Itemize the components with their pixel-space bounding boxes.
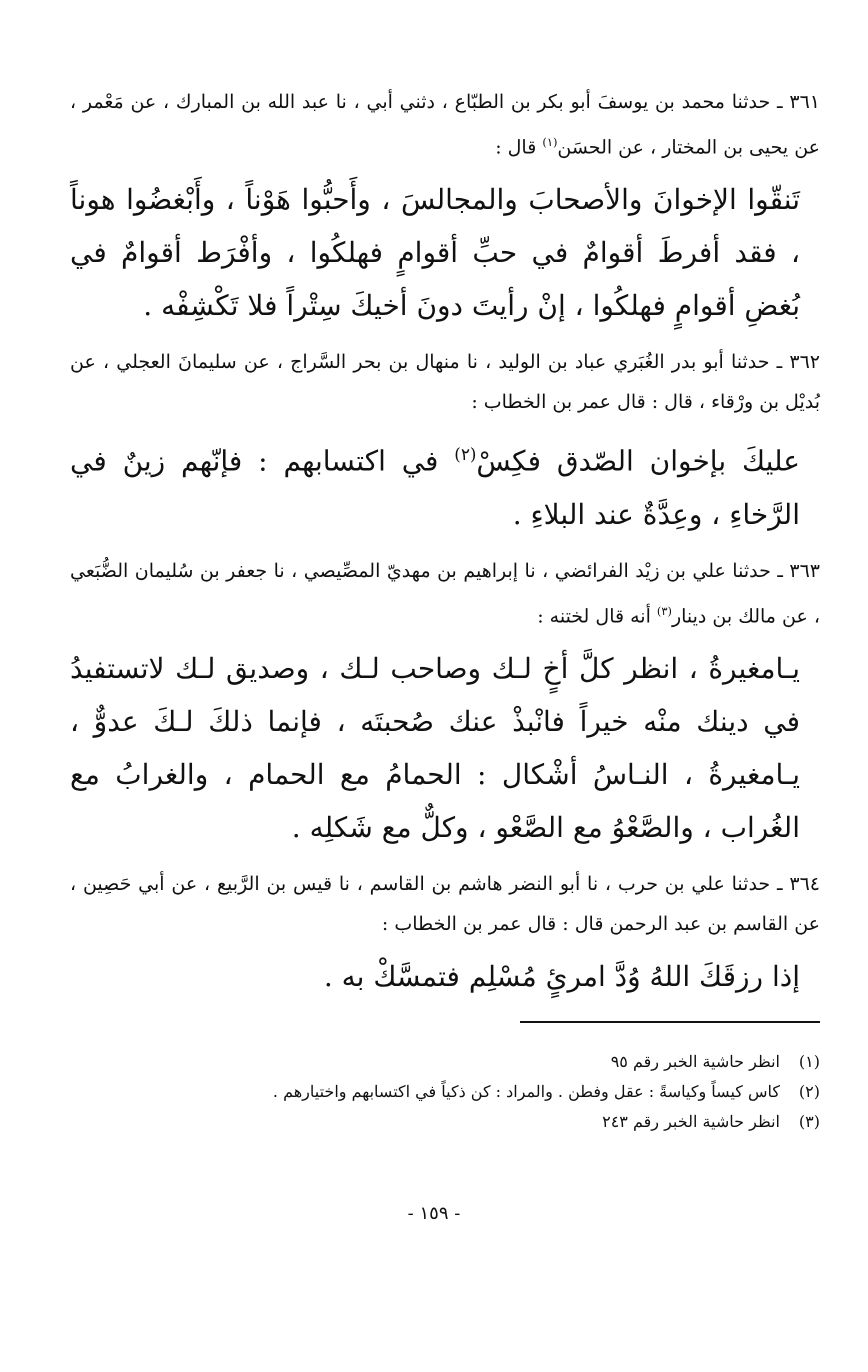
matn-text: إذا رزقَكَ اللهُ وُدَّ امرئٍ مُسْلِم فتمسَّكْ به . bbox=[323, 959, 800, 993]
footnote-item bbox=[70, 1047, 820, 1077]
footnote-text: انظر حاشية الخبر رقم ٩٥ bbox=[610, 1051, 780, 1071]
hadith-entry-364 bbox=[70, 864, 820, 1003]
entry-number: ٣٦٢ bbox=[789, 351, 820, 374]
isnad-text: ٣٦٢ ـ حدثنا أبو بدر الغُبَري عباد بن الوليد ، نا منهال بن بحر السَّراج ، عن سليمانَ العجلي ، عن بُديْل بن ورْقاء ، قال : قال عمر بن الخطاب : bbox=[70, 351, 820, 414]
footnote-text: كاس كيساً وكياسةً : عقل وفطن . والمراد : كن ذكياً في اكتسابهم واختيارهم . bbox=[272, 1081, 780, 1101]
matn-part: في اكتسابهم : فإنّهم زينٌ في الرَّخاءِ ، وعِدَّةٌ عند البلاءِ . bbox=[70, 444, 800, 531]
footnote-marker: (٣) bbox=[656, 603, 672, 618]
entry-number: ٣٦١ bbox=[789, 91, 820, 113]
chain-of-narration: حدثنا محمد بن يوسفَ أبو بكر بن الطبّاع ، دثني أبي ، نا عبد الله بن المبارك ، عن مَعْمر ، عن يحيى بن المختار ، عن الحسَن bbox=[70, 91, 820, 159]
footnote-text: انظر حاشية الخبر رقم ٢٤٣ bbox=[602, 1111, 780, 1131]
footnote-divider bbox=[520, 1021, 820, 1023]
entry-number: ٣٦٣ bbox=[789, 559, 820, 582]
footnote-item bbox=[70, 1077, 820, 1107]
isnad-text: ٣٦٣ ـ حدثنا علي بن زيْد الفرائضي ، نا إبراهيم بن مهديّ المصِّيصي ، نا جعفر بن سُليمان الضُّبَعي ، عن مالك بن دينار$^{(٣)}$ أنه قال لختنه : bbox=[70, 559, 820, 627]
matn-text bbox=[70, 428, 820, 540]
hadith-entry-362 bbox=[70, 342, 820, 540]
chain-end: قال : bbox=[495, 136, 543, 159]
book-page bbox=[70, 82, 820, 1137]
footnote-marker: (٢) bbox=[454, 444, 477, 465]
footnotes bbox=[70, 1047, 820, 1137]
chain-end: أنه قال لختنه : bbox=[537, 604, 657, 627]
chain-of-narration: حدثنا علي بن حرب ، نا أبو النضر هاشم بن القاسم ، نا قيس بن الرَّبيع ، عن أبي حَصِين ، عن القاسم بن عبد الرحمن قال : قال عمر بن الخطاب : bbox=[70, 872, 820, 935]
footnote-number: (٢) bbox=[798, 1081, 820, 1101]
footnote-number: (٣) bbox=[798, 1111, 820, 1131]
isnad-text: ٣٦١ ـ حدثنا محمد بن يوسفَ أبو بكر بن الطبّاع ، دثني أبي ، نا عبد الله بن المبارك ، عن مَعْمر ، عن يحيى بن المختار ، عن الحسَن$^{(١)}$ قال : bbox=[70, 91, 820, 159]
matn-text: تَنقّوا الإخوانَ والأصحابَ والمجالسَ ، وأَحبُّوا هَوْناً ، وأَبْغضُوا هوناً ، فقد أفرطَ أقوامٌ في حبِّ أقوامٍ فهلكُوا ، وأفْرَط أقوامٌ في بُغضِ أقوامٍ فهلكُوا ، إنْ رأيتَ دونَ أخيكَ سِتْراً فلا تَكْشِفْه . bbox=[70, 183, 800, 323]
footnote-number: (١) bbox=[798, 1051, 820, 1071]
isnad-text: ٣٦٤ ـ حدثنا علي بن حرب ، نا أبو النضر هاشم بن القاسم ، نا قيس بن الرَّبيع ، عن أبي حَصِين ، عن القاسم بن عبد الرحمن قال : قال عمر بن الخطاب : bbox=[70, 872, 821, 935]
chain-of-narration: حدثنا علي بن زيْد الفرائضي ، نا إبراهيم بن مهديّ المصِّيصي ، نا جعفر بن سُليمان الضُّبَعي ، عن مالك بن دينار bbox=[70, 559, 820, 627]
entry-number: ٣٦٤ bbox=[789, 872, 821, 895]
hadith-entry-363 bbox=[70, 551, 820, 854]
matn-part: عليكَ بإخوان الصّدق فكِسْ bbox=[476, 444, 800, 478]
hadith-entry-361 bbox=[70, 82, 820, 332]
chain-of-narration: حدثنا أبو بدر الغُبَري عباد بن الوليد ، نا منهال بن بحر السَّراج ، عن سليمانَ العجلي ، عن بُديْل بن ورْقاء ، قال : قال عمر بن الخطاب : bbox=[70, 351, 820, 414]
footnote-marker: (١) bbox=[542, 135, 558, 149]
footnote-item bbox=[70, 1107, 820, 1137]
matn-text: يـامغيرةُ ، انظر كلَّ أخٍ لـك وصاحب لـك ، وصديق لـك لاتستفيدُ في دينك منْه خيراً فانْبذْ عنك صُحبتَه ، فإنما ذلكَ لـكَ عدوٌّ ، يـامغيرةُ ، النـاسُ أشْكال : الحمامُ مع الحمام ، والغرابُ مع الغُراب ، والصَّعْوُ مع الصَّعْو ، وكلٌّ مع شَكلِه . bbox=[70, 651, 800, 844]
page-number: - ١٥٩ - bbox=[407, 1203, 461, 1224]
